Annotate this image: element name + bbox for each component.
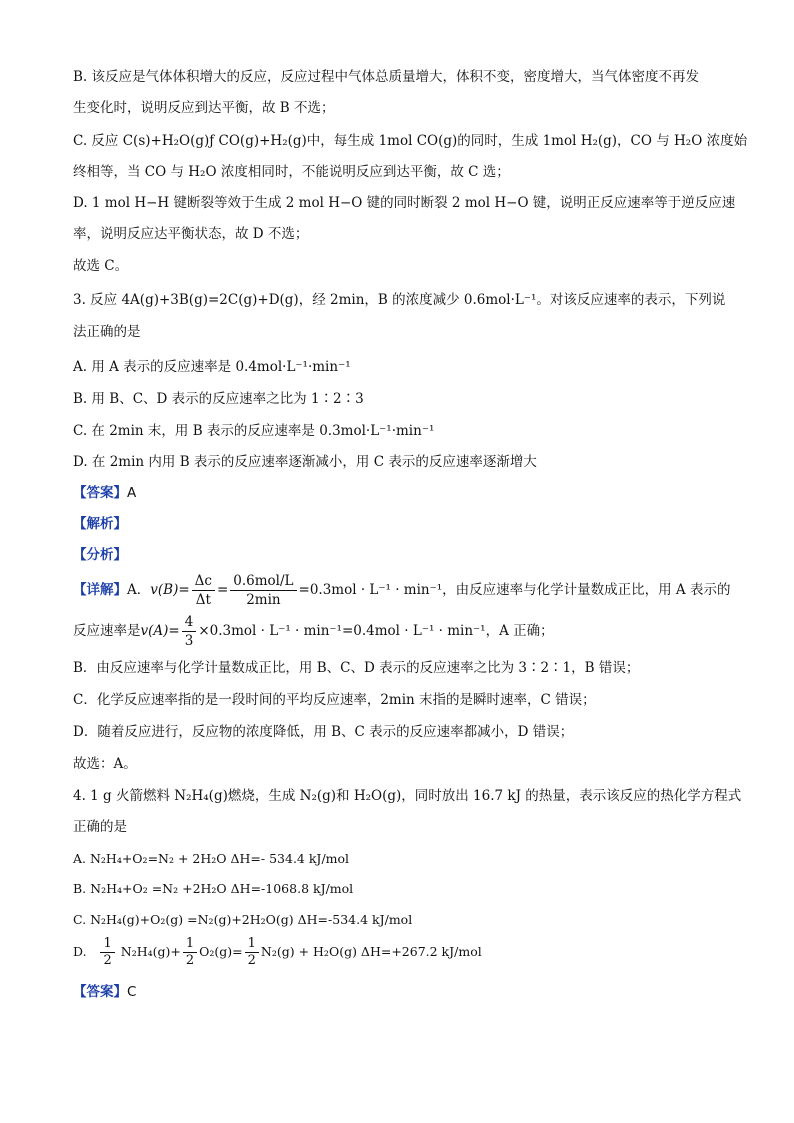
question-3-option-c: C. 在 2min 末，用 B 表示的反应速率是 0.3mol·L⁻¹·min⁻¹ [73, 423, 435, 439]
question-3-detail-line1 [73, 572, 730, 609]
jiexi-label: 【解析】 [73, 516, 127, 532]
detail-line1-rest: =0.3mol · L⁻¹ · min⁻¹，由反应速率与化学计量数成正比，用 A 表示的 [298, 582, 731, 598]
fraction-numerator: 1 [183, 936, 197, 953]
option-d-part2: O₂(g)= [199, 944, 243, 959]
fraction-denominator: 3 [184, 633, 194, 649]
answer-label: 【答案】 [73, 485, 127, 501]
fraction-numerator: 1 [100, 936, 114, 953]
fraction-dc-dt [192, 572, 215, 609]
option-d-rest: N₂(g) + H₂O(g) ΔH=+267.2 kJ/mol [260, 944, 482, 959]
fraction-one-half [100, 936, 114, 969]
fraction-numerator: 1 [245, 936, 259, 953]
rate-va: v(A)= [140, 623, 180, 639]
question-3-fenxi-label [73, 545, 127, 565]
question-4-answer [73, 982, 136, 1002]
detail-line2-text: 反应速率是 [73, 623, 141, 639]
question-3-conclusion: 故选：A。 [73, 756, 137, 772]
rate-vb: v(B)= [150, 582, 190, 598]
question-3-stem-line1: 3. 反应 4A(g)+3B(g)=2C(g)+D(g)，经 2min，B 的浓度减少 0.6mol·L⁻¹。对该反应速率的表示，下列说 [73, 292, 726, 308]
question-4-option-a: A. N₂H₄+O₂=N₂ + 2H₂O ΔH=- 534.4 kJ/mol [73, 851, 350, 866]
fenxi-label: 【分析】 [73, 547, 127, 563]
answer-value: A [127, 485, 137, 501]
fraction-numerator: 0.6mol/L [230, 572, 296, 591]
option-c-explanation-line1: C. 反应 C(s)+H₂O(g)ƒ CO(g)+H₂(g)中，每生成 1mol CO(g)的同时，生成 1mol H₂(g)，CO 与 H₂O 浓度始 [73, 133, 748, 149]
fraction-denominator: 2 [185, 953, 195, 968]
question-3-jiexi-label [73, 514, 127, 534]
question-3-detail-d: D．随着反应进行，反应物的浓度降低，用 B、C 表示的反应速率都减小，D 错误； [73, 724, 574, 740]
question-4-stem-line1: 4. 1 g 火箭燃料 N₂H₄(g)燃烧，生成 N₂(g)和 H₂O(g)，同时放出 16.7 kJ 的热量，表示该反应的热化学方程式 [73, 788, 742, 804]
question-4-option-b: B. N₂H₄+O₂ =N₂ +2H₂O ΔH=-1068.8 kJ/mol [73, 881, 354, 896]
fraction-numerator: Δc [192, 572, 215, 591]
question-3-option-a: A. 用 A 表示的反应速率是 0.4mol·L⁻¹·min⁻¹ [73, 359, 351, 375]
question-4-option-d [73, 936, 482, 969]
question-4-stem-line2: 正确的是 [73, 819, 127, 835]
question-3-detail-b: B．由反应速率与化学计量数成正比，用 B、C、D 表示的反应速率之比为 3∶2∶1，B 错误； [73, 660, 640, 676]
option-b-explanation-line1: B. 该反应是气体体积增大的反应，反应过程中气体总质量增大，体积不变，密度增大，当气体密度不再发 [73, 69, 700, 85]
fraction-one-half [183, 936, 197, 969]
fraction-denominator: 2min [246, 592, 281, 608]
detail-prefix: A． [127, 582, 151, 598]
previous-conclusion: 故选 C。 [73, 258, 129, 274]
fraction-denominator: Δt [195, 592, 211, 608]
question-3-detail-c: C．化学反应速率指的是一段时间的平均反应速率，2min 末指的是瞬时速率，C 错误； [73, 692, 596, 708]
answer-value: C [127, 984, 137, 1000]
question-3-option-d: D. 在 2min 内用 B 表示的反应速率逐渐减小，用 C 表示的反应速率逐渐增大 [73, 454, 537, 470]
option-d-explanation-line1: D. 1 mol H−H 键断裂等效于生成 2 mol H−O 键的同时断裂 2 mol H−O 键，说明正反应速率等于逆反应速 [73, 195, 736, 211]
question-3-detail-line2 [73, 613, 554, 650]
question-4-option-c: C. N₂H₄(g)+O₂(g) =N₂(g)+2H₂O(g) ΔH=-534.4 kJ/mol [73, 912, 413, 927]
option-d-explanation-line2: 率，说明反应达平衡状态，故 D 不选； [73, 226, 309, 242]
fraction-one-half [245, 936, 259, 969]
answer-label: 【答案】 [73, 984, 127, 1000]
question-3-answer [73, 483, 136, 503]
question-3-stem-line2: 法正确的是 [73, 324, 141, 340]
fraction-numerator: 4 [182, 613, 197, 632]
equals-sign: = [216, 582, 229, 598]
fraction-four-thirds [182, 613, 197, 650]
fraction-denominator: 2 [103, 953, 112, 968]
xiangjie-label: 【详解】 [73, 582, 127, 598]
fraction-concentration-time [230, 572, 296, 609]
detail-line2-rest: ×0.3mol · L⁻¹ · min⁻¹=0.4mol · L⁻¹ · min⁻¹，A 正确； [198, 623, 554, 639]
option-d-part1: N₂H₄(g)+ [120, 944, 181, 959]
option-b-explanation-line2: 生变化时，说明反应到达平衡，故 B 不选； [73, 100, 335, 116]
question-3-option-b: B. 用 B、C、D 表示的反应速率之比为 1∶2∶3 [73, 391, 364, 407]
fraction-denominator: 2 [247, 953, 256, 968]
option-d-label: D. [73, 944, 87, 959]
option-c-explanation-line2: 终相等，当 CO 与 H₂O 浓度相同时，不能说明反应到达平衡，故 C 选； [73, 164, 510, 180]
